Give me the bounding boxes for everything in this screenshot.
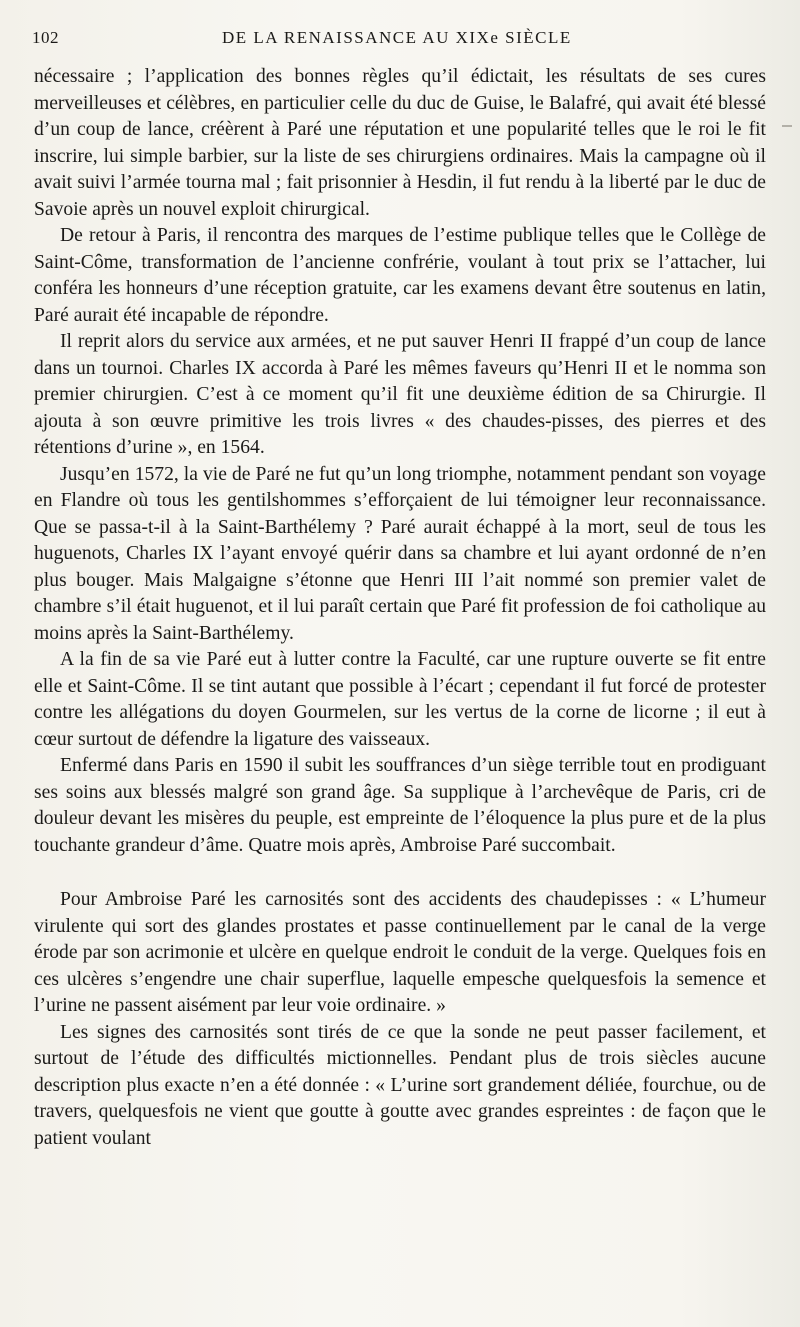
running-title: DE LA RENAISSANCE AU XIXe SIÈCLE [222,28,572,47]
page-header [32,28,772,52]
paragraph-6: Enfermé dans Paris en 1590 il subit les souffrances d’un siège terrible tout en prodiguant ses soins aux blessés malgré son grand âge. Sa supplique à l’archevêque de Paris, cri de douleur devant les misères du peuple, est empreinte de l’éloquence la plus pure et de la plus touchante grandeur d’âme. Quatre mois après, Ambroise Paré succombait. [34,755,766,856]
paragraph-7: Pour Ambroise Paré les carnosités sont des accidents des chaudepisses : « L’humeur virulente qui sort des glandes prostates et passe continuellement par le canal de la verge érode par son acrimonie et ulcère en quelque endroit le conduit de la verge. Quelques fois en ces ulcères s’engendre une chair superflue, laquelle empesche quelquesfois la semence et l’urine ne passent aisément par leur voie ordinaire. » [34,889,766,1016]
margin-mark [782,125,792,127]
paragraph-5: A la fin de sa vie Paré eut à lutter contre la Faculté, car une rupture ouverte se fit entre elle et Saint-Côme. Il se tint autant que possible à l’écart ; cependant il fut forcé de protester contre les allégations du doyen Gourmelen, sur les vertus de la corne de licorne ; il eut à cœur surtout de défendre la ligature des vaisseaux. [34,649,766,750]
section-gap [34,859,766,887]
paragraph-8: Les signes des carnosités sont tirés de ce que la sonde ne peut passer facilement, et surtout de l’étude des difficultés mictionnelles. Pendant plus de trois siècles aucune description plus exacte n’en a été donnée : « L’urine sort grandement déliée, fourchue, ou de travers, quelquesfois ne vient que goutte à goutte avec grandes espreintes : de façon que le patient voulant [34,1021,766,1149]
paragraph-3: Il reprit alors du service aux armées, et ne put sauver Henri II frappé d’un coup de lance dans un tournoi. Charles IX accorda à Paré les mêmes faveurs qu’Henri II et le nomma son premier chirurgien. C’est à ce moment qu’il fit une deuxième édition de sa Chirurgie. Il ajouta à son œuvre primitive les trois livres « des chaudes-pisses, des pierres et des rétentions d’urine », en 1564. [34,331,766,458]
paragraph-2: De retour à Paris, il rencontra des marques de l’estime publique telles que le Collège de Saint-Côme, transformation de l’ancienne confrérie, voulant à tout prix se l’attacher, lui conféra les honneurs d’une réception gratuite, car les examens devant être soutenus en latin, Paré aurait été incapable de répondre. [34,225,766,326]
paragraph-1: nécessaire ; l’application des bonnes règles qu’il édictait, les résultats de ses cures merveilleuses et célèbres, en particulier celle du duc de Guise, le Balafré, qui avait été blessé d’un coup de lance, créèrent à Paré une réputation et une popularité telles que le roi le fit inscrire, lui simple barbier, sur la liste de ses chirurgiens ordinaires. Mais la campagne où il avait suivi l’armée tourna mal ; fait prisonnier à Hesdin, il fut rendu à la liberté par le duc de Savoie après un nouvel exploit chirurgical. [34,66,766,220]
page-number: 102 [32,28,59,47]
body-text [34,64,766,1152]
paragraph-4: Jusqu’en 1572, la vie de Paré ne fut qu’un long triomphe, notamment pendant son voyage en Flandre où tous les gentilshommes s’efforçaient de lui témoigner leur reconnaissance. Que se passa-t-il à la Saint-Barthélemy ? Paré aurait échappé à la mort, seul de tous les huguenots, Charles IX l’ayant envoyé quérir dans sa chambre et lui ayant ordonné de n’en plus bouger. Mais Malgaigne s’étonne que Henri III l’ait nommé son premier valet de chambre s’il était huguenot, et il lui paraît certain que Paré fit profession de foi catholique au moins après la Saint-Barthélemy. [34,463,766,644]
